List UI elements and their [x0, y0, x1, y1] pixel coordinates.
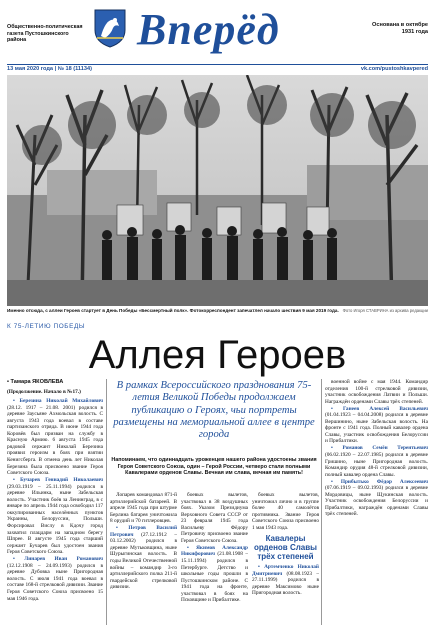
column-3	[181, 492, 248, 625]
paragraph-text: (21.08.1908 – 15.11.1994) родился в Петербурге. Детство и школьные годы прошли в Пустошкинском районе. С 1941 года на фронте, участвовал в боях на Псковщине и Прибалтике.	[181, 551, 248, 604]
masthead	[7, 6, 428, 62]
newspaper-description: Общественно-политическая газета Пустошкинского района	[7, 24, 83, 44]
column-1-entries	[7, 398, 103, 602]
intro: Напоминаем, что одиннадцать уроженцев нашего района удостоены звания Героя Советского Союза, один – Герой России, четверо стали полными Кавалерами орденов Славы. Вечная им слава, вечная им память!	[111, 457, 317, 477]
column-4-entries	[252, 492, 319, 597]
hero-name: • Прибытько Фёдор Алексеевич	[331, 478, 428, 485]
article-paragraph	[252, 564, 319, 597]
founded-note: Основана в октябре 1931 года	[372, 22, 428, 35]
parade-photo	[7, 75, 428, 306]
issue-bar	[7, 64, 428, 73]
article-paragraph	[110, 525, 177, 590]
paragraph-text: (12.12.1908 – 24.09.1993) родился в деревне Дубовка ныне Пригородная волость. С июля 1941 года воевал в составе 168-й стрелковой дивизии. Звание Героя Советского Союза присвоено 15 мая 1946 года.	[7, 562, 103, 602]
paragraph-text: (29.03.1919 – 25.11.1994) родился в деревне Ильинка, ныне Забельская волость. Участник боёв за Ленинград, в с январе по апрель 1944 года освободил 117 оккупированных населённых пунктов Украины, Белоруссии, Польши. Форсировал Вислу в Кдочу город захватил плацдарм на западном берегу Шпрее. В августе 1945 года старший сержант Бучарев был удостоен звания Героя Советского Союза.	[7, 483, 103, 556]
lede: В рамках Всероссийского празднования 75-летия Великой Победы продолжаем публикацию о Героях, чьи портреты размещены на мемориальной аллее в центре города	[113, 380, 315, 441]
column-5-entries	[325, 379, 428, 518]
article-paragraph	[7, 477, 103, 556]
continued-note: (Продолжение. Начало в №17.)	[7, 388, 81, 395]
hero-name: • Романов Семён Терентьевич	[331, 445, 428, 452]
column-divider	[321, 379, 322, 625]
paragraph-text: (27.12.1912 – 03.12.2002) родился в деревне Мутьковщина, ныне Шурыгинская волость. В годы Великой Отечественной войны – командир 3-го артиллерийского полка 211-й гвардейской стрелковой дивизии.	[110, 531, 177, 591]
photo-caption	[7, 308, 428, 313]
paragraph-text: (01.04.1923 – 04.04.2008) родился в деревне Вершинино, ныне Забельская волость. На фронте с 1941 года. Полный кавалер ордена Славы, участник освобождения Белоруссии и Прибалтики.	[325, 412, 428, 445]
column-5	[325, 379, 428, 625]
article-paragraph	[181, 492, 248, 544]
column-1	[7, 379, 103, 625]
paragraph-text: боевых вылетов, уничтожил лично и в группе более 40 самолётов противника. Звание Героя Советского Союза присвоено 1 мая 1943 года.	[252, 492, 319, 531]
hero-name: • Артемченко Николай Дмитриевич	[252, 564, 319, 577]
issue-date: 13 мая 2020 года | № 18 (11134)	[7, 66, 92, 72]
newspaper-logo[interactable]: Вперёд	[137, 5, 280, 54]
article-paragraph	[7, 398, 103, 477]
article-paragraph	[325, 379, 428, 405]
column-3-entries	[181, 492, 248, 604]
article-paragraph	[325, 479, 428, 518]
photo-credit: Фото Игоря СТАВРИНА из архива редакции	[342, 308, 428, 313]
column-2-entries	[110, 492, 177, 591]
column-4	[252, 492, 319, 625]
article-paragraph	[181, 545, 248, 604]
paragraph-text: (28.12. 1917 – 21.08. 2001) родился в деревне Заусьяне Ахмольская волость. С августа 1943 года воевал в составе партизанского отряда. В июне 1944 года Коровёв был призван на службу в Красную Армию. 6 августа 1945 года рядовой сержант Николай Березина проявил героизм в боях при взятии Кенигсберга. В отмена день лет Николая Березина была присвоено звание Героя Советского Союза.	[7, 404, 103, 477]
headline: Аллея Героев	[88, 333, 347, 377]
rubric: К 75-ЛЕТИЮ ПОБЕДЫ	[7, 323, 86, 330]
hero-name: • Линарев Иван Романович	[13, 556, 103, 563]
paragraph-text: (07.06.1919 – 09.02.1993) родился в деревне Мордовицы, ныне Щукинская волость. Участник освобождения Белоруссии и Прибалтики, награждён орденами Славы трёх степеней.	[325, 485, 428, 518]
hero-name: • Березина Николай Михайлович	[13, 398, 103, 405]
paragraph-text: (08.08.1923 – 27.11.1999) родился в деревне Максимово ныне Пригородная волость.	[252, 570, 319, 597]
column-divider	[106, 379, 107, 625]
article-paragraph	[110, 492, 177, 525]
article-paragraph	[325, 406, 428, 445]
coat-of-arms-icon	[93, 8, 127, 48]
column-2	[110, 492, 177, 625]
paragraph-text: военной войне с мая 1944. Командир отделения 100-й стрелковой дивизии, участник освобождения Латвии и Польши. Награждён орденами Славы трёх степеней.	[325, 379, 428, 405]
paragraph-text: боевых вылетов, участвовал в 38 воздушных боях. Указом Президиума Верховного Совета СССР от 23 февраля 1945 года Васильеву Фёдору Петровичу присвоено звание Героя Советского Союза.	[181, 492, 248, 544]
hero-name: • Ганеев Алексей Васильевич	[331, 405, 428, 412]
article-paragraph	[7, 556, 103, 602]
hero-name: • Якимов Александр Никифорович	[181, 544, 248, 558]
article-paragraph	[325, 445, 428, 478]
paragraph-text: Лопарев командовал 871-й артиллерийской батареей. В апреле 1945 года при штурме Берлина батарея уничтожила 8 орудий и 70 гитлеровцев.	[110, 492, 177, 525]
author-name: • Тамара ЯКОВЛЕВА	[7, 379, 64, 385]
paragraph-text: (06.02.1920 – 22.07.1985) родился в деревне Гришино, ныне Пригородная волость. Командир орудия 48-й стрелковой дивизии, полный кавалер ордена Славы.	[325, 452, 428, 478]
vk-link[interactable]: vk.com/pustoshkavpered	[360, 66, 428, 72]
section-subhead: Кавалеры орденов Славы трёх степеней	[253, 534, 318, 562]
hero-name: • Бучарев Геннадий Николаевич	[13, 477, 103, 484]
caption-text: Именно отсюда, с аллеи Героев стартует в День Победы «Бессмертный полк». Фотокорреспондент запечатлел начало шествия 9 мая 2019 года.	[7, 308, 339, 313]
hero-name: • Петров Василий Петрович	[110, 525, 177, 538]
article-paragraph	[252, 492, 319, 531]
